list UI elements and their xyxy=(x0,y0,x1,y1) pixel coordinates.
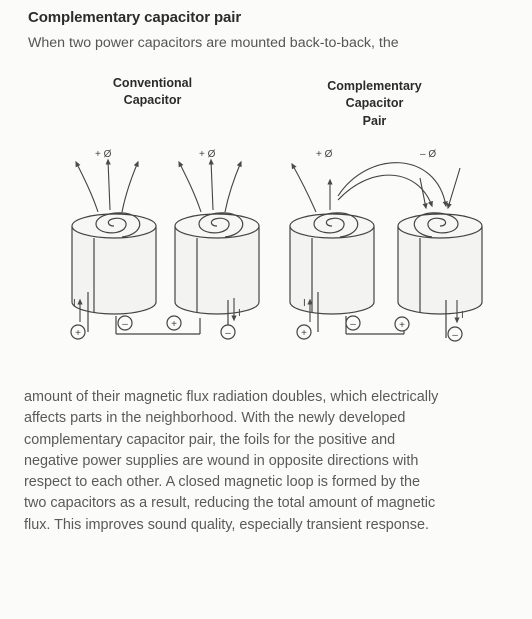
terminal-plus-b: + xyxy=(171,319,177,330)
capacitor-diagram xyxy=(0,130,532,375)
conventional-label-line1: Conventional xyxy=(112,76,193,90)
terminal-plus-a: + xyxy=(75,328,81,339)
flux-label-d: – Ø xyxy=(420,149,437,160)
terminal-minus-c: – xyxy=(350,319,356,330)
flux-label-c: + Ø xyxy=(316,149,333,160)
flux-arrows-right xyxy=(292,163,460,212)
body-line: affects parts in the neighborhood. With the newly developed xyxy=(24,410,406,427)
body-paragraph xyxy=(24,387,504,536)
current-label-d: I xyxy=(461,310,464,321)
flux-arrows-left xyxy=(76,160,241,212)
conventional-capacitor-label xyxy=(100,75,205,110)
section-heading: Complementary capacitor pair xyxy=(28,9,242,26)
body-line: complementary capacitor pair, the foils for the positive and xyxy=(24,431,396,448)
body-line: flux. This improves sound quality, especially transient response. xyxy=(24,516,430,533)
capacitor-a xyxy=(72,213,156,314)
complementary-label-line1: Complementary xyxy=(327,79,422,93)
body-line: negative power supplies are wound in opposite directions with xyxy=(24,452,419,469)
flux-label-b: + Ø xyxy=(199,149,216,160)
terminal-plus-d: + xyxy=(399,320,405,331)
terminal-minus-b: – xyxy=(225,328,231,339)
conventional-label-line2: Capacitor xyxy=(123,93,182,108)
body-line: two capacitors as a result, reducing the total amount of magnetic xyxy=(24,495,436,512)
complementary-label-line2: Capacitor xyxy=(345,96,404,111)
capacitor-b xyxy=(175,213,259,314)
body-line: respect to each other. A closed magnetic loop is formed by the xyxy=(24,474,420,491)
terminal-minus-a: – xyxy=(122,319,128,330)
terminal-minus-d: – xyxy=(452,330,458,341)
lead-sentence: When two power capacitors are mounted back-to-back, the xyxy=(28,35,399,51)
current-label-a: I xyxy=(73,298,76,309)
terminal-plus-c: + xyxy=(301,328,307,339)
current-label-c: I xyxy=(303,298,306,309)
complementary-label-line3: Pair xyxy=(362,113,387,128)
flux-label-a: + Ø xyxy=(95,149,112,160)
capacitor-d xyxy=(398,213,482,314)
body-line: amount of their magnetic flux radiation doubles, which electrically xyxy=(24,389,439,405)
current-label-b: I xyxy=(238,308,241,319)
complementary-pair-label xyxy=(312,78,437,130)
